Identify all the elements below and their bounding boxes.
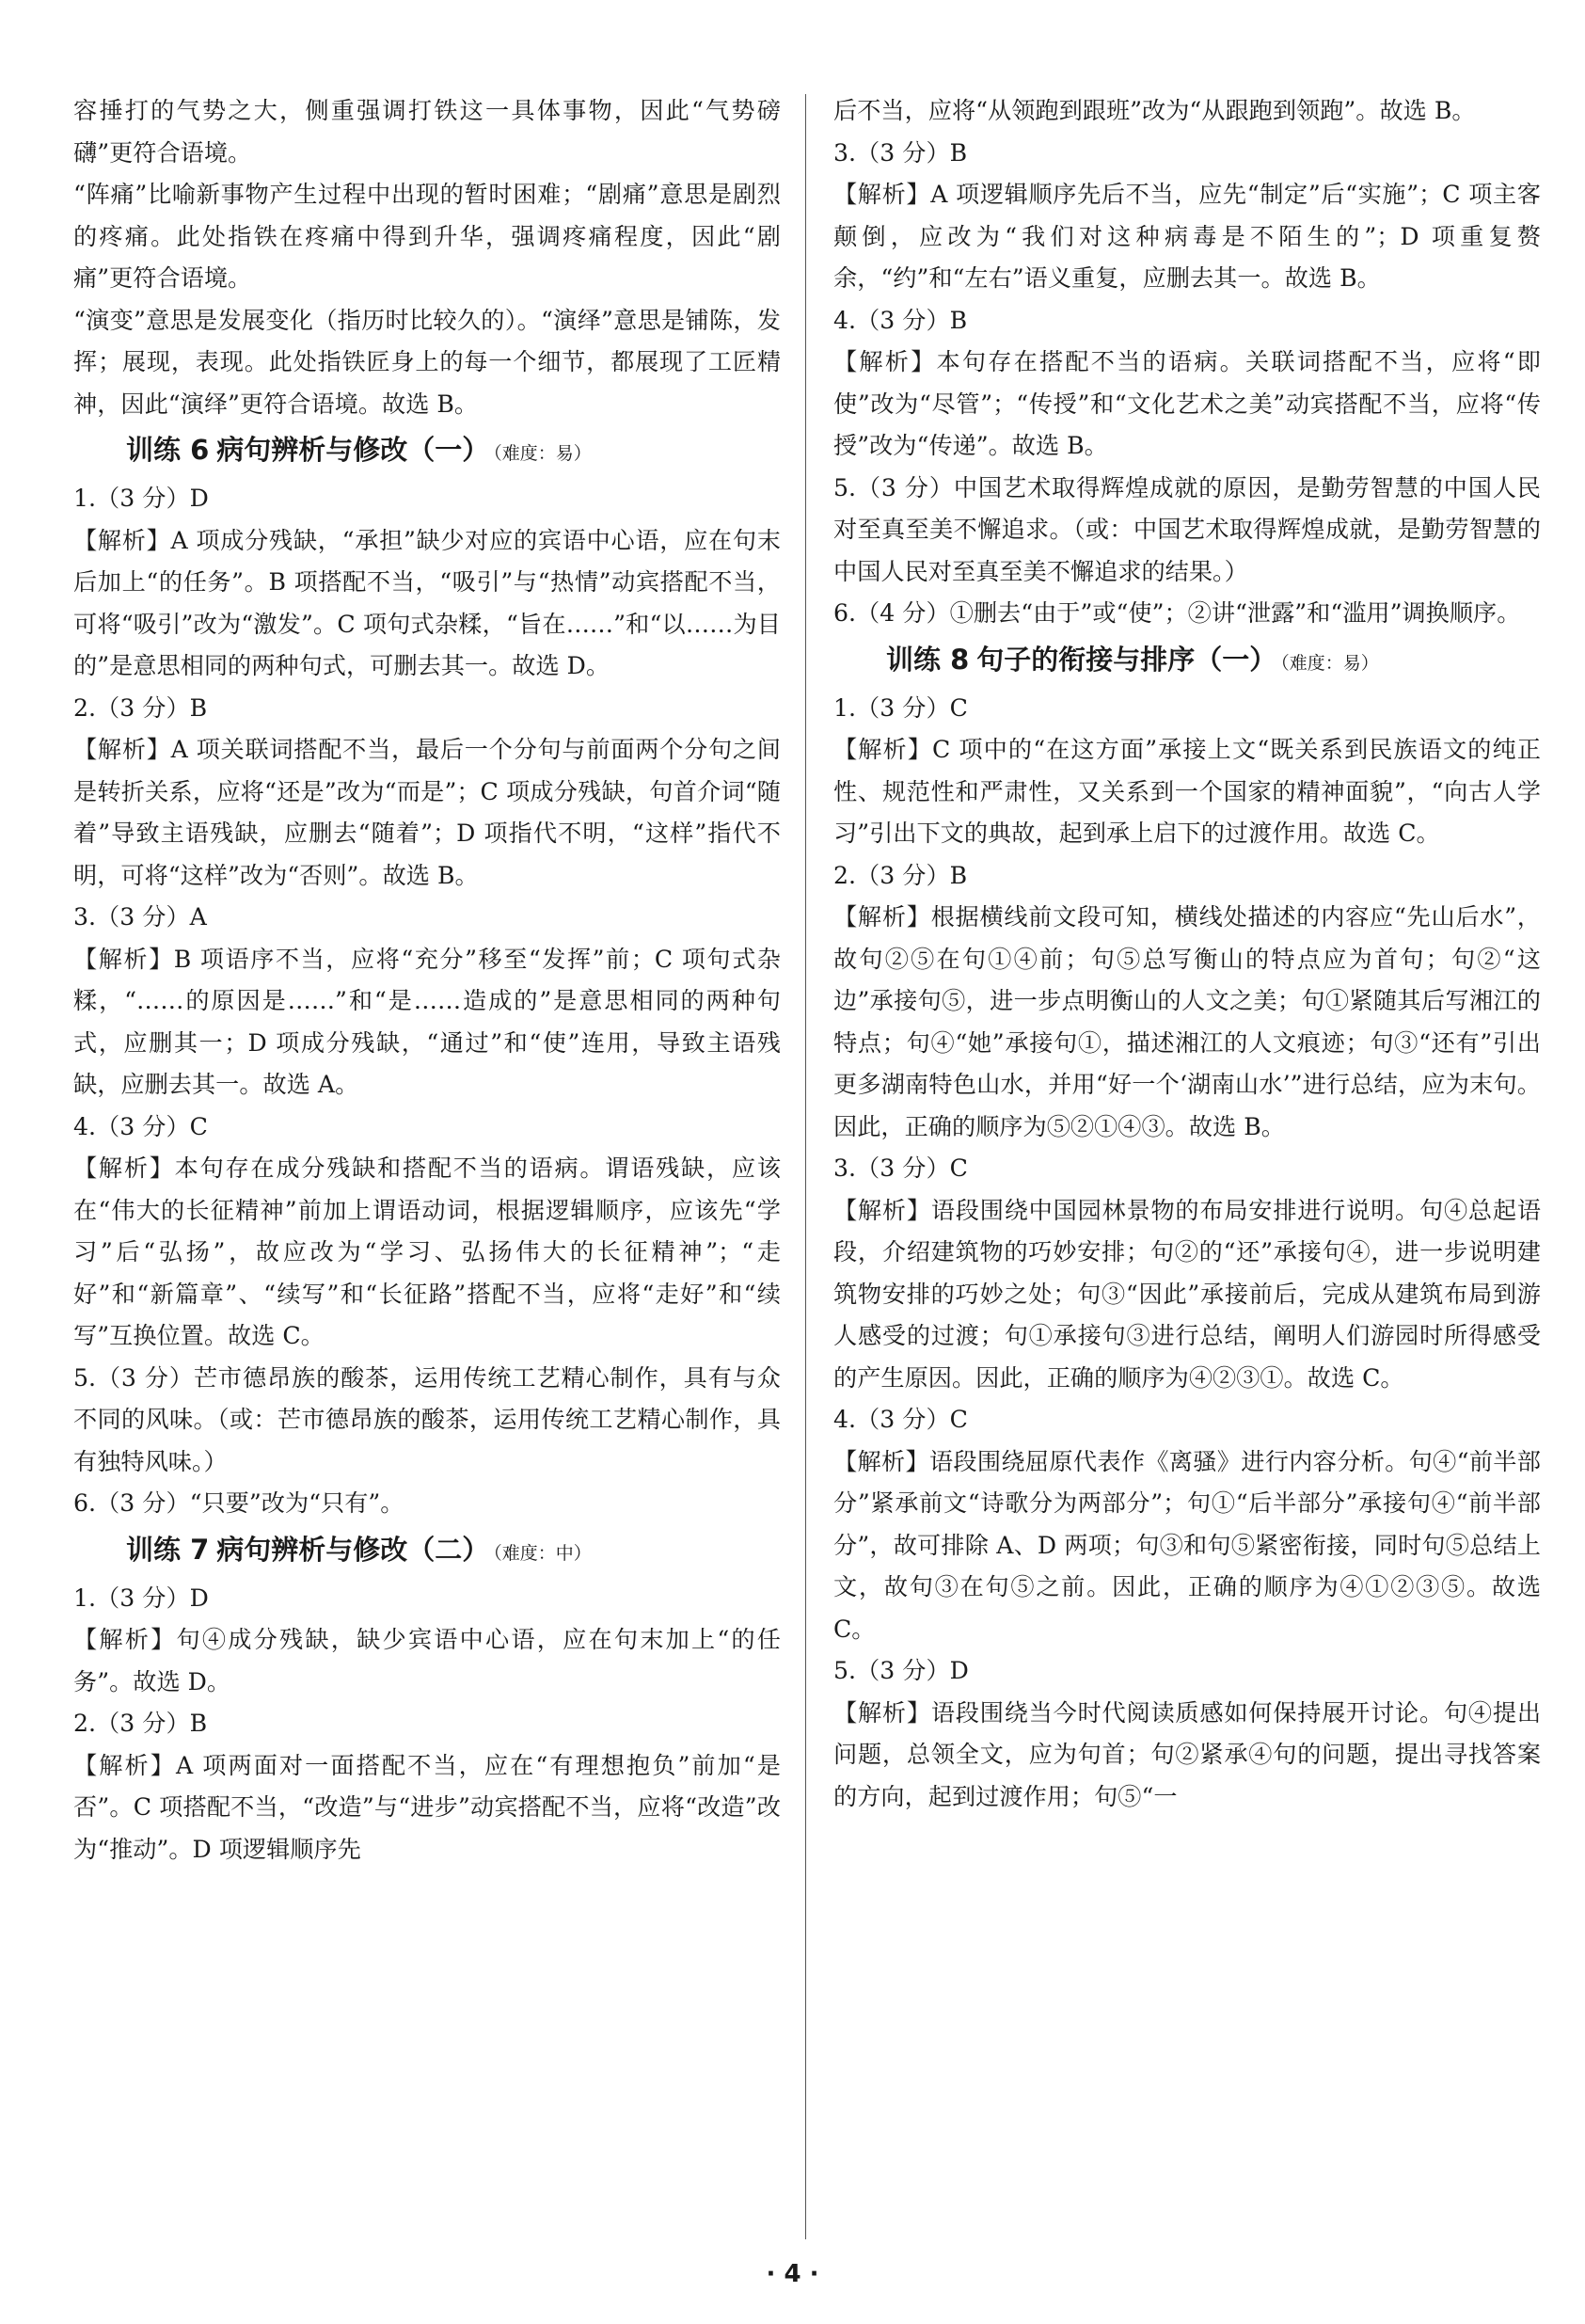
- section-number: 训练 7: [126, 1533, 210, 1566]
- section-heading-7: [73, 1525, 781, 1578]
- analysis-paragraph: 【解析】A 项两面对一面搭配不当，应在“有理想抱负”前加“是否”。C 项搭配不当，“改造”与“进步”动宾搭配不当，应将“改造”改为“推动”。D 项逻辑顺序先: [73, 1751, 781, 1863]
- analysis-paragraph: 【解析】B 项语序不当，应将“充分”移至“发挥”前；C 项句式杂糅，“……的原因是……”和“是……造成的”是意思相同的两种句式，应删其一；D 项成分残缺，“通过”和“使”连用，导致主语残缺，应删去其一。故选 A。: [73, 945, 781, 1098]
- paragraph: “演变”意思是发展变化（指历时比较久的）。“演绎”意思是铺陈，发挥；展现，表现。此处指铁匠身上的每一个细节，都展现了工匠精神，因此“演绎”更符合语境。故选 B。: [73, 306, 781, 418]
- paragraph: “阵痛”比喻新事物产生过程中出现的暂时困难；“剧痛”意思是剧烈的疼痛。此处指铁在疼痛中得到升华，强调疼痛程度，因此“剧痛”更符合语境。: [73, 181, 781, 292]
- paragraph: 容捶打的气势之大，侧重强调打铁这一具体事物，因此“气势磅礴”更符合语境。: [73, 97, 781, 167]
- answer-line: 2.（3 分）B: [73, 693, 208, 722]
- answer-line: 1.（3 分）C: [833, 693, 968, 722]
- answer-line: 1.（3 分）D: [73, 485, 209, 512]
- analysis-paragraph: 【解析】A 项逻辑顺序先后不当，应先“制定”后“实施”；C 项主客颠倒，应改为“我们对这种病毒是不陌生的”；D 项重复赘余，“约”和“左右”语义重复，应删去其一。故选 B。: [833, 181, 1541, 292]
- answer-line: 1.（3 分）D: [73, 1584, 209, 1612]
- difficulty-label: （难度：易）: [493, 443, 592, 464]
- answer-line: 5.（3 分）D: [833, 1657, 969, 1684]
- answer-line: 4.（3 分）C: [833, 1406, 968, 1433]
- left-column: [73, 90, 781, 1870]
- answer-line: 3.（3 分）C: [833, 1154, 968, 1182]
- analysis-paragraph: 【解析】本句存在成分残缺和搭配不当的语病。谓语残缺，应该在“伟大的长征精神”前加上谓语动词，根据逻辑顺序，应该先“学习”后“弘扬”，故应改为“学习、弘扬伟大的长征精神”；“走好”和“新篇章”、“续写”和“长征路”搭配不当，应将“走好”和“续写”互换位置。故选 C。: [73, 1154, 781, 1349]
- answer-line: 2.（3 分）B: [73, 1710, 208, 1737]
- analysis-paragraph: 【解析】语段围绕屈原代表作《离骚》进行内容分析。句④“前半部分”紧承前文“诗歌分为两部分”；句①“后半部分”承接句④“前半部分”，故可排除 A、D 两项；句③和句⑤紧密衔接，同时句⑤总结上文，故句③在句⑤之前。因此，正确的顺序为④①②③⑤。故选 C。: [833, 1447, 1541, 1643]
- section-number: 训练 6: [126, 434, 210, 466]
- section-number: 训练 8: [886, 643, 970, 676]
- answer-line: 6.（3 分）“只要”改为“只有”。: [73, 1489, 404, 1517]
- section-title: 句子的衔接与排序（一）: [976, 643, 1277, 676]
- section-heading-8: [833, 635, 1541, 688]
- paragraph: 后不当，应将“从领跑到跟班”改为“从跟跑到领跑”。故选 B。: [833, 97, 1476, 124]
- analysis-paragraph: 【解析】A 项成分残缺，“承担”缺少对应的宾语中心语，应在句末后加上“的任务”。B 项搭配不当，“吸引”与“热情”动宾搭配不当，可将“吸引”改为“激发”。C 项句式杂糅，“旨在……”和“以……为目的”是意思相同的两种句式，可删去其一。故选 D。: [73, 526, 781, 679]
- section-heading-6: [73, 425, 781, 478]
- analysis-paragraph: 【解析】本句存在搭配不当的语病。关联词搭配不当，应将“即使”改为“尽管”；“传授”和“文化艺术之美”动宾搭配不当，应将“传授”改为“传递”。故选 B。: [833, 348, 1541, 459]
- answer-line: 3.（3 分）A: [73, 903, 207, 931]
- answer-line: 4.（3 分）C: [73, 1112, 208, 1140]
- answer-paragraph: 5.（3 分）中国艺术取得辉煌成就的原因，是勤劳智慧的中国人民对至真至美不懈追求。（或：中国艺术取得辉煌成就，是勤劳智慧的中国人民对至真至美不懈追求的结果。）: [833, 473, 1541, 585]
- analysis-paragraph: 【解析】句④成分残缺，缺少宾语中心语，应在句末加上“的任务”。故选 D。: [73, 1626, 781, 1695]
- analysis-paragraph: 【解析】根据横线前文段可知，横线处描述的内容应“先山后水”，故句②⑤在句①④前；句⑤总写衡山的特点应为首句；句②“这边”承接句⑤，进一步点明衡山的人文之美；句①紧随其后写湘江的特点；句④“她”承接句①，描述湘江的人文痕迹；句③“还有”引出更多湖南特色山水，并用“好一个‘湖南山水’”进行总结，应为末句。因此，正确的顺序为⑤②①④③。故选 B。: [833, 903, 1541, 1140]
- analysis-paragraph: 【解析】语段围绕中国园林景物的布局安排进行说明。句④总起语段，介绍建筑物的巧妙安排；句②的“还”承接句④，进一步说明建筑物安排的巧妙之处；句③“因此”承接前后，完成从建筑布局到游人感受的过渡；句①承接句③进行总结，阐明人们游园时所得感受的产生原因。因此，正确的顺序为④②③①。故选 C。: [833, 1196, 1541, 1392]
- answer-paragraph: 6.（4 分）①删去“由于”或“使”；②讲“泄露”和“滥用”调换顺序。: [833, 599, 1521, 627]
- analysis-paragraph: 【解析】语段围绕当今时代阅读质感如何保持展开讨论。句④提出问题，总领全文，应为句首；句②紧承④句的问题，提出寻找答案的方向，起到过渡作用；句⑤“一: [833, 1698, 1541, 1810]
- analysis-paragraph: 【解析】A 项关联词搭配不当，最后一个分句与前面两个分句之间是转折关系，应将“还是”改为“而是”；C 项成分残缺，句首介词“随着”导致主语残缺，应删去“随着”；D 项指代不明，“这样”指代不明，可将“这样”改为“否则”。故选 B。: [73, 736, 781, 889]
- section-title: 病句辨析与修改（二）: [216, 1533, 490, 1566]
- difficulty-label: （难度：中）: [493, 1542, 592, 1564]
- right-column: [833, 90, 1541, 1818]
- section-title: 病句辨析与修改（一）: [216, 434, 490, 466]
- difficulty-label: （难度：易）: [1280, 652, 1379, 674]
- answer-paragraph: 5.（3 分）芒市德昂族的酸茶，运用传统工艺精心制作，具有与众不同的风味。（或：芒市德昂族的酸茶，运用传统工艺精心制作，具有独特风味。）: [73, 1363, 781, 1475]
- column-divider: [805, 94, 806, 2239]
- answer-line: 3.（3 分）B: [833, 138, 968, 167]
- page-number: · 4 ·: [766, 2260, 819, 2288]
- analysis-paragraph: 【解析】C 项中的“在这方面”承接上文“既关系到民族语文的纯正性、规范性和严肃性，又关系到一个国家的精神面貌”，“向古人学习”引出下文的典故，起到承上启下的过渡作用。故选 C。: [833, 736, 1541, 847]
- answer-line: 2.（3 分）B: [833, 861, 968, 889]
- answer-line: 4.（3 分）B: [833, 306, 968, 334]
